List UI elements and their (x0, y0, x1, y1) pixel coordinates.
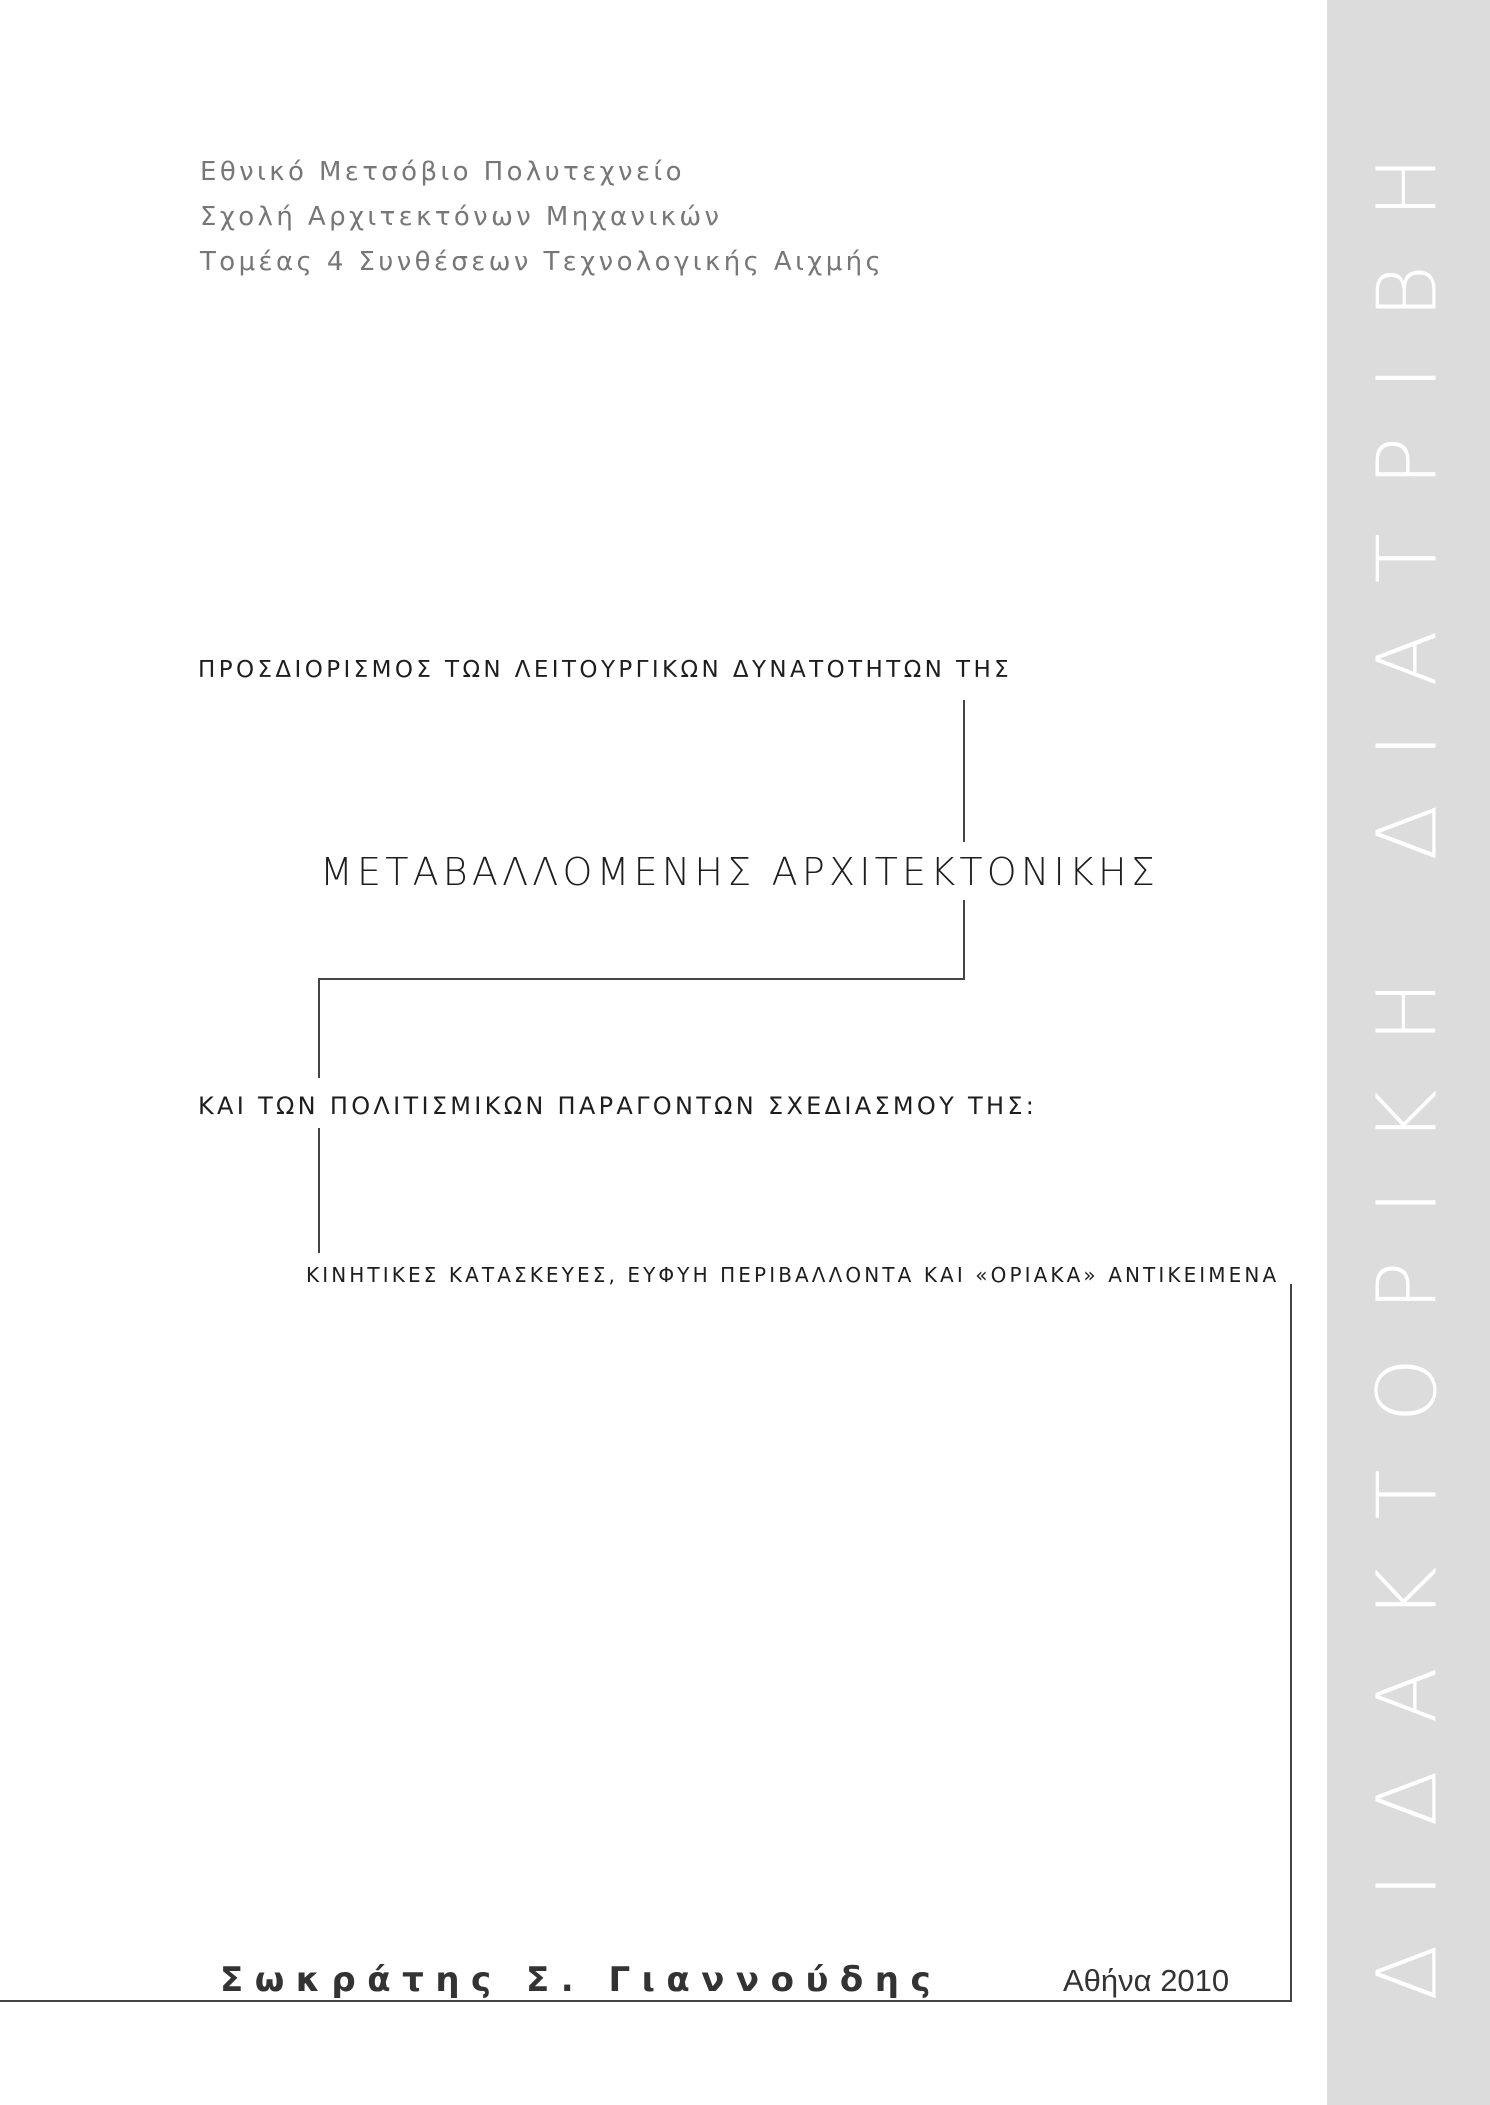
connector-line (318, 978, 320, 1078)
side-title: ΔΙΔΑΚΤΟΡΙΚΗ ΔΙΑΤΡΙΒΗ (1360, 109, 1456, 2001)
frame-line-right (1290, 1284, 1292, 2001)
title-line-1: ΠΡΟΣΔΙΟΡΙΣΜΟΣ ΤΩΝ ΛΕΙΤΟΥΡΓΙΚΩΝ ΔΥΝΑΤΟΤΗΤΩΝ ΤΗΣ (198, 657, 1013, 683)
title-main: ΜΕΤΑΒΑΛΛΟΜΕΝΗΣ ΑΡΧΙΤΕΚΤΟΝΙΚΗΣ (320, 850, 1160, 894)
author-name: Σωκράτης Σ. Γιαννούδης (220, 1960, 943, 2000)
subtitle: ΚΙΝΗΤΙΚΕΣ ΚΑΤΑΣΚΕΥΕΣ, ΕΥΦΥΗ ΠΕΡΙΒΑΛΛΟΝΤΑ ΚΑΙ «ΟΡΙΑΚΑ» ΑΝΤΙΚΕΙΜΕΝΑ (306, 1263, 1280, 1287)
institution-school: Σχολή Αρχιτεκτόνων Μηχανικών (200, 202, 723, 232)
institution-block (200, 150, 884, 285)
place-date: Αθήνα 2010 (1063, 1963, 1230, 1998)
connector-line (963, 700, 965, 842)
frame-line-bottom (0, 2000, 1292, 2002)
connector-line (963, 900, 965, 979)
institution-sector: Τομέας 4 Συνθέσεων Τεχνολογικής Αιχμής (200, 247, 885, 277)
connector-line (318, 1128, 320, 1253)
institution-university: Εθνικό Μετσόβιο Πολυτεχνείο (200, 157, 685, 187)
title-line-3: ΚΑΙ ΤΩΝ ΠΟΛΙΤΙΣΜΙΚΩΝ ΠΑΡΑΓΟΝΤΩΝ ΣΧΕΔΙΑΣΜΟΥ ΤΗΣ: (198, 1092, 1038, 1120)
connector-line (318, 978, 965, 980)
